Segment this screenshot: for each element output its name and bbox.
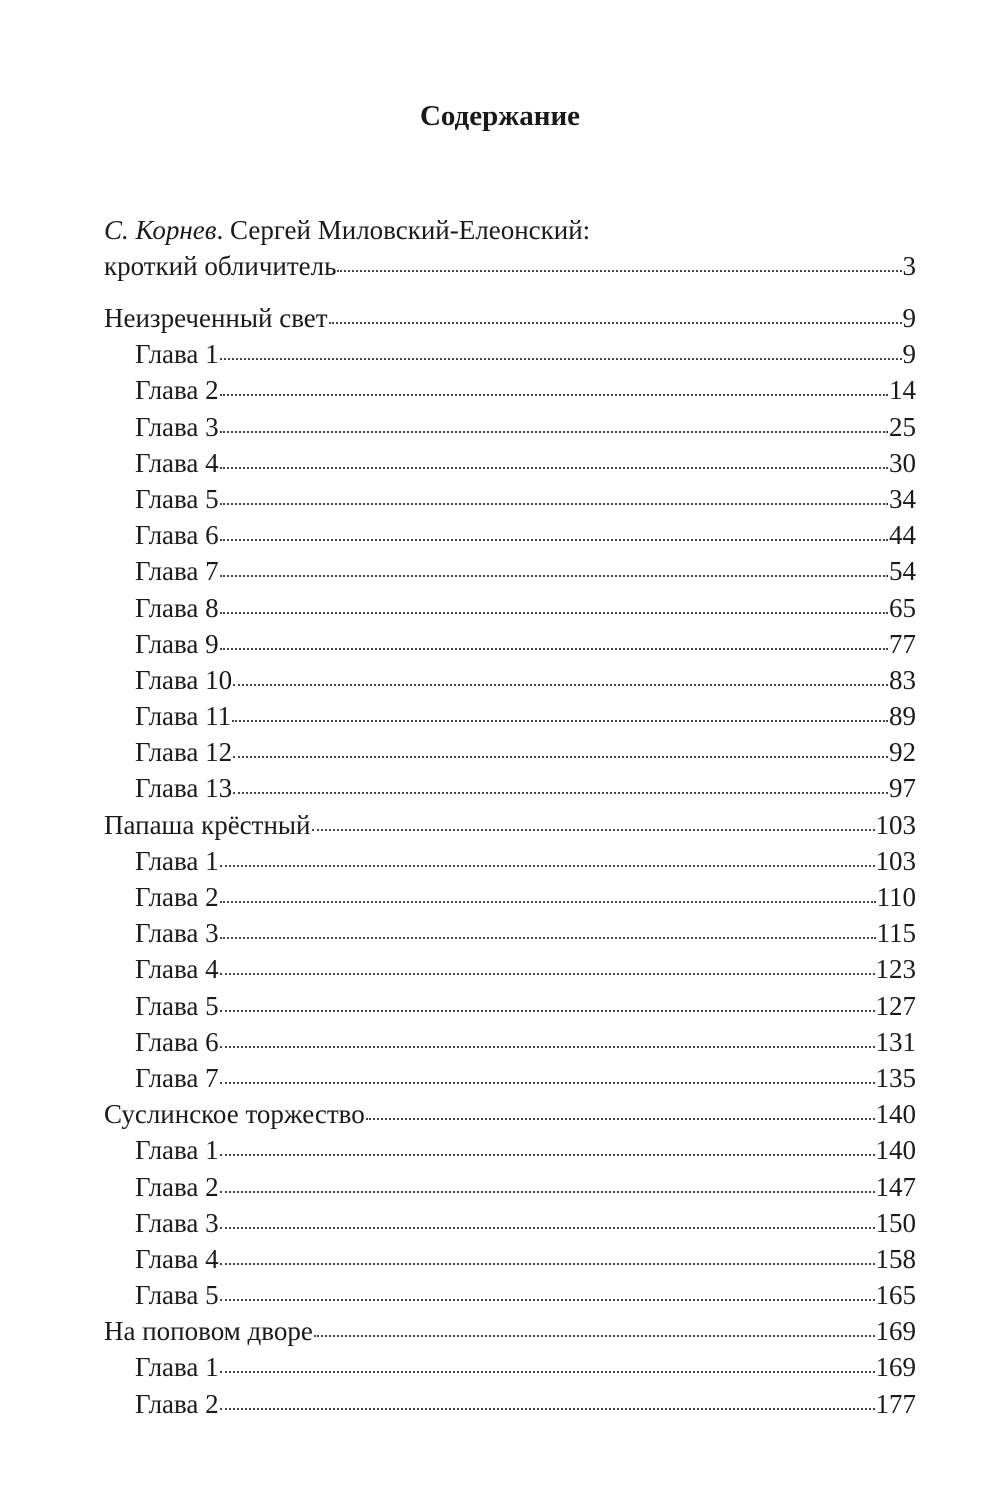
chapter-label: Глава 2 — [135, 375, 219, 406]
page-number: 54 — [889, 556, 916, 587]
toc-chapter-entry[interactable] — [104, 445, 916, 481]
toc-chapter-entry[interactable] — [104, 1349, 916, 1385]
part-title: Суслинское торжество — [104, 1099, 365, 1130]
toc-chapter-entry[interactable] — [104, 1060, 916, 1096]
dot-leader — [220, 937, 876, 939]
dot-leader — [220, 1263, 875, 1265]
page-number: 127 — [875, 990, 916, 1021]
toc-chapter-entry[interactable] — [104, 734, 916, 770]
page-number: 30 — [889, 447, 916, 478]
toc-chapter-entry[interactable] — [104, 988, 916, 1024]
chapter-label: Глава 3 — [135, 1207, 219, 1238]
part-title: На поповом дворе — [104, 1316, 313, 1347]
page-number: 115 — [876, 918, 916, 949]
dot-leader — [220, 394, 888, 396]
page-number: 135 — [875, 1062, 916, 1093]
page-number: 103 — [875, 845, 916, 876]
chapter-label: Глава 4 — [135, 954, 219, 985]
page-number: 140 — [875, 1099, 916, 1130]
dot-leader — [220, 865, 875, 867]
toc-part-entry[interactable] — [104, 1096, 916, 1132]
dot-leader — [220, 1408, 875, 1410]
chapter-label: Глава 6 — [135, 520, 219, 551]
part-title: Папаша крёстный — [104, 809, 311, 840]
toc-chapter-entry[interactable] — [104, 698, 916, 734]
chapter-label: Глава 13 — [135, 773, 233, 804]
toc-chapter-entry[interactable] — [104, 662, 916, 698]
chapter-label: Глава 7 — [135, 1062, 219, 1093]
toc-chapter-entry[interactable] — [104, 1386, 916, 1422]
chapter-label: Глава 2 — [135, 1171, 219, 1202]
page-number: 44 — [889, 520, 916, 551]
chapter-label: Глава 1 — [135, 339, 219, 370]
toc-chapter-entry[interactable] — [104, 481, 916, 517]
chapter-label: Глава 5 — [135, 990, 219, 1021]
chapter-label: Глава 5 — [135, 1280, 219, 1311]
toc-chapter-entry[interactable] — [104, 915, 916, 951]
page-number: 131 — [875, 1026, 916, 1057]
chapter-label: Глава 5 — [135, 483, 219, 514]
page-number: 34 — [889, 483, 916, 514]
intro-author-punct: . — [216, 215, 231, 245]
chapter-label: Глава 2 — [135, 882, 219, 912]
page-number: 110 — [876, 882, 916, 912]
part-title: Неизреченный свет — [104, 303, 328, 333]
intro-entry[interactable] — [104, 212, 916, 284]
toc-chapter-entry[interactable] — [104, 553, 916, 589]
dot-leader — [366, 1118, 875, 1120]
toc-chapter-entry[interactable] — [104, 1169, 916, 1205]
page-number: 89 — [889, 701, 916, 732]
dot-leader — [233, 756, 888, 758]
page-number: 169 — [875, 1352, 916, 1383]
dot-leader — [220, 575, 888, 577]
page-number: 123 — [875, 954, 916, 985]
dot-leader — [220, 467, 888, 469]
toc-chapter-entry[interactable] — [104, 626, 916, 662]
toc-chapter-entry[interactable] — [104, 336, 916, 372]
toc-chapter-entry[interactable] — [104, 372, 916, 408]
intro-title-part1: Сергей Миловский-Елеонский: — [230, 215, 591, 245]
dot-leader — [220, 358, 902, 360]
toc-chapter-entry[interactable] — [104, 843, 916, 879]
toc-chapter-entry[interactable] — [104, 951, 916, 987]
dot-leader — [220, 1082, 875, 1084]
dot-leader — [220, 901, 876, 903]
chapter-label: Глава 4 — [135, 447, 219, 478]
page-number: 147 — [875, 1171, 916, 1202]
page-number: 140 — [875, 1135, 916, 1166]
intro-title-part2: кроткий обличитель — [104, 251, 337, 281]
dot-leader — [220, 648, 888, 650]
dot-leader — [329, 322, 902, 324]
toc-chapter-entry[interactable] — [104, 517, 916, 553]
page-number: 65 — [889, 592, 916, 623]
toc-chapter-entry[interactable] — [104, 1277, 916, 1313]
page-number: 92 — [889, 737, 916, 768]
dot-leader — [220, 1371, 875, 1373]
chapter-label: Глава 12 — [135, 737, 233, 768]
dot-leader — [312, 829, 875, 831]
page-number: 177 — [875, 1388, 916, 1419]
toc-chapter-entry[interactable] — [104, 590, 916, 626]
page-number: 77 — [889, 628, 916, 659]
dot-leader — [220, 1227, 875, 1229]
intro-entry-line2 — [104, 248, 916, 284]
dot-leader — [337, 270, 901, 272]
toc-chapter-entry[interactable] — [104, 1205, 916, 1241]
toc-part-entry[interactable] — [104, 1313, 916, 1349]
chapter-label: Глава 7 — [135, 556, 219, 587]
dot-leader — [220, 1154, 875, 1156]
chapter-label: Глава 3 — [135, 411, 219, 442]
chapter-label: Глава 4 — [135, 1243, 219, 1274]
page-number: 158 — [875, 1243, 916, 1274]
intro-entry-line1 — [104, 212, 916, 248]
page-number: 165 — [875, 1280, 916, 1311]
intro-author: С. Корнев — [104, 215, 217, 245]
dot-leader — [220, 503, 888, 505]
toc-chapter-entry[interactable] — [104, 1132, 916, 1168]
dot-leader — [220, 539, 888, 541]
dot-leader — [220, 1046, 875, 1048]
dot-leader — [220, 1010, 875, 1012]
page-number: 150 — [875, 1207, 916, 1238]
page-number: 9 — [902, 303, 916, 333]
page-number: 25 — [889, 411, 916, 442]
page-title: Содержание — [419, 100, 581, 132]
chapter-label: Глава 8 — [135, 592, 219, 623]
dot-leader — [220, 612, 888, 614]
page-number: 103 — [875, 809, 916, 840]
toc-chapter-entry[interactable] — [104, 1241, 916, 1277]
chapter-label: Глава 2 — [135, 1388, 219, 1419]
dot-leader — [232, 720, 888, 722]
page-number: 9 — [902, 339, 916, 370]
page-number: 14 — [889, 375, 916, 406]
chapter-label: Глава 10 — [135, 664, 233, 695]
toc-chapter-entry[interactable] — [104, 879, 916, 915]
dot-leader — [233, 792, 888, 794]
chapter-label: Глава 11 — [135, 701, 232, 732]
toc-chapter-entry[interactable] — [104, 409, 916, 445]
chapter-label: Глава 1 — [135, 845, 219, 876]
toc-chapter-entry[interactable] — [104, 1024, 916, 1060]
toc-list — [104, 300, 916, 1422]
chapter-label: Глава 1 — [135, 1135, 219, 1166]
chapter-label: Глава 3 — [135, 918, 219, 949]
page-number: 97 — [889, 773, 916, 804]
dot-leader — [220, 973, 875, 975]
dot-leader — [220, 1191, 875, 1193]
chapter-label: Глава 9 — [135, 628, 219, 659]
toc-part-entry[interactable] — [104, 807, 916, 843]
page-number: 83 — [889, 664, 916, 695]
dot-leader — [220, 1299, 875, 1301]
intro-page-number: 3 — [902, 251, 916, 281]
page-number: 169 — [875, 1316, 916, 1347]
dot-leader — [233, 684, 888, 686]
dot-leader — [220, 431, 888, 433]
chapter-label: Глава 1 — [135, 1352, 219, 1383]
chapter-label: Глава 6 — [135, 1026, 219, 1057]
toc-part-entry[interactable] — [104, 300, 916, 336]
dot-leader — [314, 1335, 875, 1337]
toc-chapter-entry[interactable] — [104, 770, 916, 806]
